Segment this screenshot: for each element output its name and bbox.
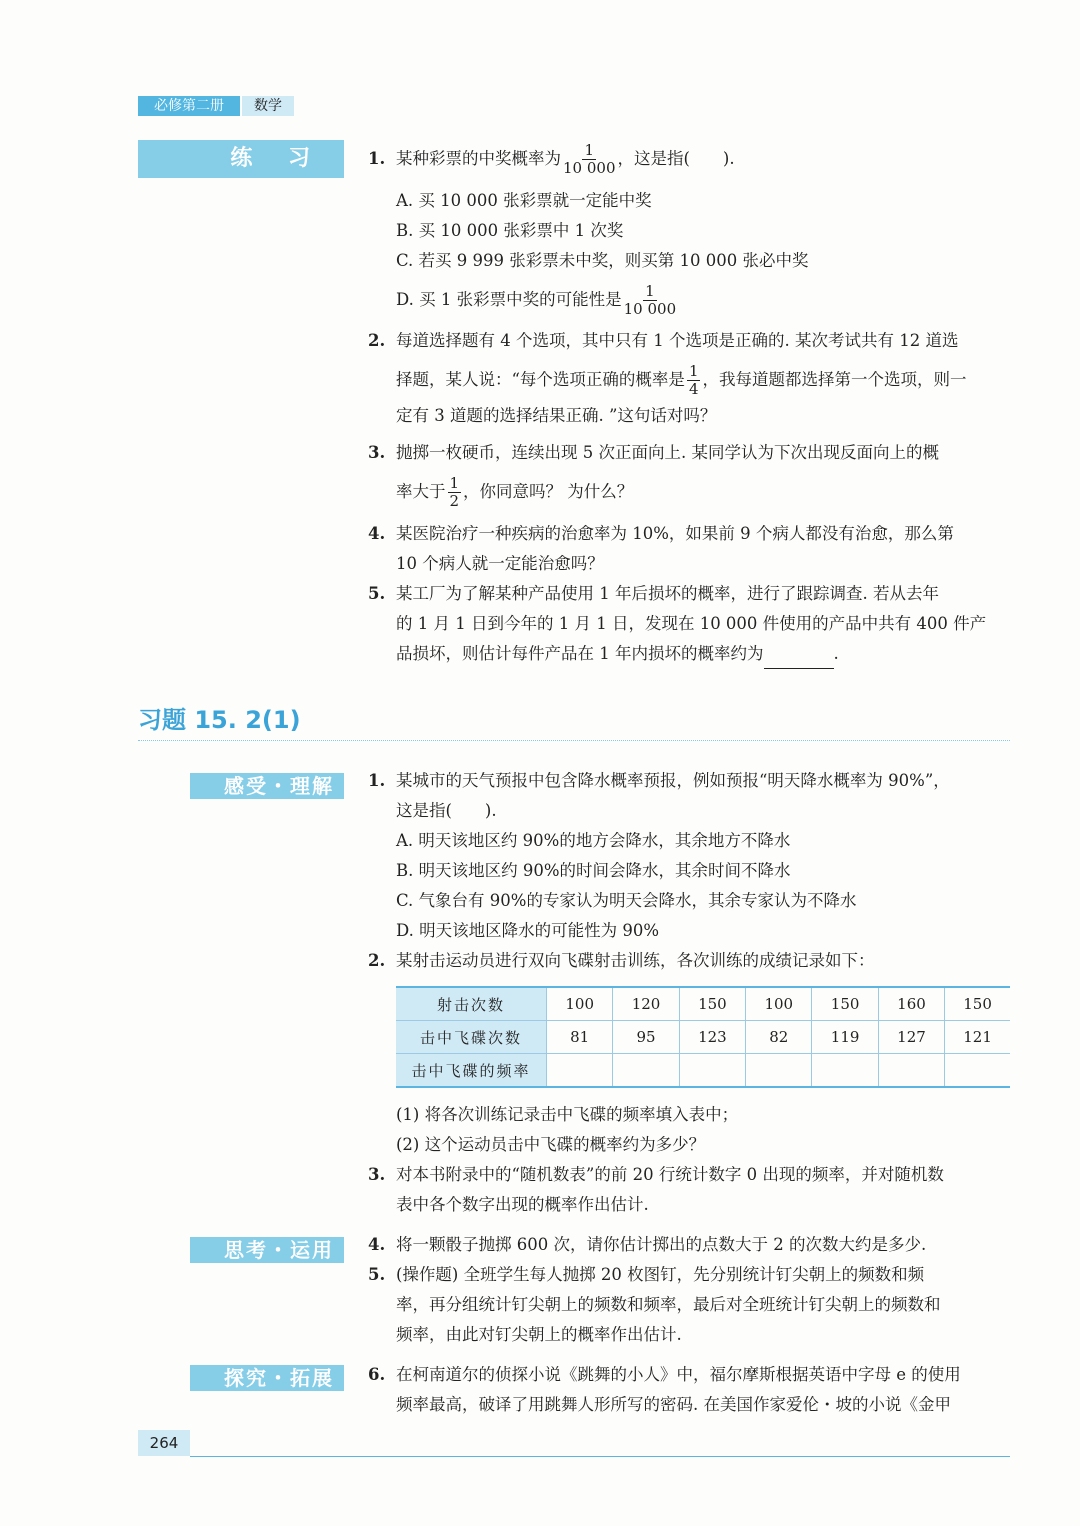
practice-q1-option-d: D. 买 1 张彩票中奖的可能性是 $\frac{1}{10 000}$ xyxy=(396,282,677,318)
table-cell: 100 xyxy=(547,987,613,1021)
table-row xyxy=(396,1054,1010,1088)
exercise-q5: 5. (操作题) 全班学生每人抛掷 20 枚图钉，先分别统计钉尖朝上的频数和频 率，再分组统计钉尖朝上的频数和频率，最后对全班统计钉尖朝上的频数和 频率，由此对钉尖朝上的概率作出估计. xyxy=(368,1265,941,1344)
practice-q2: 2. 每道选择题有 4 个选项，其中只有 1 个选项是正确的. 某次考试共有 12 道选 择题，某人说：“每个选项正确的概率是 $\frac{1}{4}$ ，我每道题都选择第一个选项，则一 定有 3 道题的选择结果正确. ”这句话对吗？ xyxy=(368,331,967,425)
exercise-q1-option-c: C. 气象台有 90%的专家认为明天会降水，其余专家认为不降水 xyxy=(396,891,857,910)
table-cell xyxy=(812,1054,878,1088)
table-row xyxy=(396,1021,1010,1054)
table-cell xyxy=(878,1054,944,1088)
tag-understanding: 感受・理解 xyxy=(190,773,344,799)
exercise-q3: 3. 对本书附录中的“随机数表”的前 20 行统计数字 0 出现的频率，并对随机数 表中各个数字出现的概率作出估计. xyxy=(368,1165,944,1214)
table-header-cell: 击中飞碟的频率 xyxy=(396,1054,547,1088)
practice-q1-option-b: B. 买 10 000 张彩票中 1 次奖 xyxy=(396,221,624,240)
exercise-q2-sub1: (1) 将各次训练记录击中飞碟的频率填入表中； xyxy=(396,1105,739,1124)
table-cell xyxy=(613,1054,679,1088)
table-cell: 150 xyxy=(679,987,745,1021)
table-cell: 121 xyxy=(945,1021,1010,1054)
table-cell: 123 xyxy=(679,1021,745,1054)
tag-exploration: 探究・拓展 xyxy=(190,1365,344,1391)
practice-q1-option-c: C. 若买 9 999 张彩票未中奖，则买第 10 000 张必中奖 xyxy=(396,251,809,270)
exercise-q1-option-a: A. 明天该地区约 90%的地方会降水，其余地方不降水 xyxy=(396,831,791,850)
shooting-table xyxy=(396,986,1010,1088)
exercise-q1-option-b: B. 明天该地区约 90%的时间会降水，其余时间不降水 xyxy=(396,861,791,880)
table-cell xyxy=(679,1054,745,1088)
practice-title: 练 习 xyxy=(138,140,344,178)
subject-label: 数学 xyxy=(242,96,294,116)
page-number: 264 xyxy=(138,1430,190,1456)
practice-q5: 5. 某工厂为了解某种产品使用 1 年后损坏的概率，进行了跟踪调查. 若从去年 的 1 月 1 日到今年的 1 月 1 日，发现在 10 000 件使用的产品中共有 400 件产 品损坏，则估计每件产品在 1 年内损坏的概率约为 . xyxy=(368,579,1013,669)
table-cell xyxy=(547,1054,613,1088)
practice-q3: 3. 抛掷一枚硬币，连续出现 5 次正面向上. 某同学认为下次出现反面向上的概 率大于 $\frac{1}{2}$ ，你同意吗？ 为什么？ xyxy=(368,443,939,510)
answer-blank xyxy=(764,650,834,669)
table-header-cell: 击中飞碟次数 xyxy=(396,1021,547,1054)
table-cell: 82 xyxy=(746,1021,812,1054)
exercise-q4: 4. 将一颗骰子抛掷 600 次，请你估计掷出的点数大于 2 的次数大约是多少. xyxy=(368,1235,927,1254)
fraction: $\frac{1}{10 000}$ xyxy=(623,282,677,318)
table-cell: 81 xyxy=(547,1021,613,1054)
divider xyxy=(138,740,1010,741)
table-cell: 150 xyxy=(812,987,878,1021)
practice-q4: 4. 某医院治疗一种疾病的治愈率为 10%，如果前 9 个病人都没有治愈，那么第 10 个病人就一定能治愈吗？ xyxy=(368,524,954,573)
exercise-q2: 2. 某射击运动员进行双向飞碟射击训练，各次训练的成绩记录如下： xyxy=(368,951,875,970)
table-cell: 160 xyxy=(878,987,944,1021)
practice-q1: 1. 某种彩票的中奖概率为 $\frac{1}{10 000}$ ，这是指( ). xyxy=(368,141,735,177)
exercise-q6: 6. 在柯南道尔的侦探小说《跳舞的小人》中，福尔摩斯根据英语中字母 e 的使用 频率最高，破译了用跳舞人形所写的密码. 在美国作家爱伦・坡的小说《金甲 xyxy=(368,1365,961,1414)
practice-q1-option-a: A. 买 10 000 张彩票就一定能中奖 xyxy=(396,191,652,210)
exercise-q1-option-d: D. 明天该地区降水的可能性为 90% xyxy=(396,921,660,940)
fraction: $\frac{1}{2}$ xyxy=(449,474,460,510)
fraction: $\frac{1}{10 000}$ xyxy=(563,141,616,177)
table-cell xyxy=(746,1054,812,1088)
table-cell: 120 xyxy=(613,987,679,1021)
table-cell: 100 xyxy=(746,987,812,1021)
table-cell: 95 xyxy=(613,1021,679,1054)
table-cell: 127 xyxy=(878,1021,944,1054)
table-cell: 150 xyxy=(945,987,1010,1021)
table-header-cell: 射击次数 xyxy=(396,987,547,1021)
table-cell: 119 xyxy=(812,1021,878,1054)
tag-application: 思考・运用 xyxy=(190,1237,344,1263)
table-cell xyxy=(945,1054,1010,1088)
fraction: $\frac{1}{4}$ xyxy=(688,362,699,398)
table-row xyxy=(396,987,1010,1021)
exercise-title: 习题 15. 2(1) xyxy=(138,706,301,734)
exercise-q1: 1. 某城市的天气预报中包含降水概率预报，例如预报“明天降水概率为 90%”， 这是指( ). xyxy=(368,771,950,820)
book-label: 必修第二册 xyxy=(138,96,240,116)
exercise-q2-sub2: (2) 这个运动员击中飞碟的概率约为多少？ xyxy=(396,1135,706,1154)
footer-rule xyxy=(190,1456,1010,1457)
